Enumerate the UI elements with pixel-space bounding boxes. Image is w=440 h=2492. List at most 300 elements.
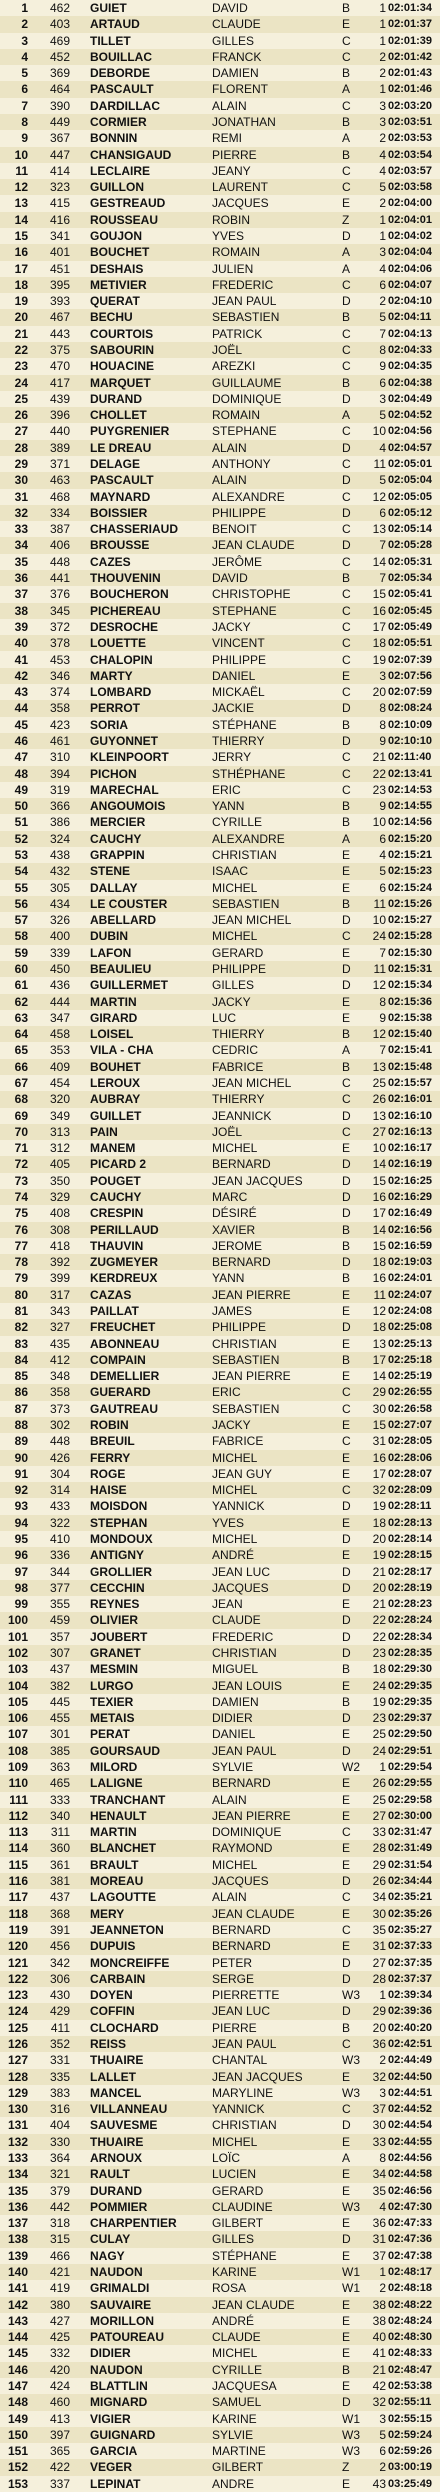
category-cell: E xyxy=(342,196,351,211)
category-rank-cell: 22 xyxy=(372,1629,386,1644)
first-name-cell: GUILLAUME xyxy=(212,375,282,390)
bib-number-cell: 447 xyxy=(49,147,70,162)
category-rank-cell: 24 xyxy=(372,1743,386,1758)
category-cell: E xyxy=(342,2330,351,2345)
table-row xyxy=(0,994,440,1010)
time-cell: 02:35:27 xyxy=(388,1923,433,1936)
category-rank-cell: 2 xyxy=(379,294,386,309)
time-cell: 02:15:36 xyxy=(388,995,433,1008)
last-name-cell: MONDOUX xyxy=(90,1532,153,1547)
category-rank-cell: 10 xyxy=(372,1141,386,1156)
table-row xyxy=(0,1140,440,1156)
table-row xyxy=(0,2199,440,2215)
table-row xyxy=(0,2231,440,2247)
first-name-cell: YVES xyxy=(212,229,245,244)
last-name-cell: DARDILLAC xyxy=(90,98,160,113)
last-name-cell: LALIGNE xyxy=(90,1776,143,1791)
category-cell: D xyxy=(342,1613,351,1628)
first-name-cell: PHILIPPE xyxy=(212,961,267,976)
time-cell: 02:15:41 xyxy=(388,1044,433,1057)
category-cell: D xyxy=(342,1874,351,1889)
category-cell: C xyxy=(342,33,351,48)
time-cell: 02:05:49 xyxy=(388,620,433,633)
category-cell: D xyxy=(342,1564,351,1579)
table-row xyxy=(0,1498,440,1514)
rank-cell: 118 xyxy=(8,1906,28,1921)
bib-number-cell: 353 xyxy=(49,1043,70,1058)
table-row xyxy=(0,114,440,130)
category-rank-cell: 6 xyxy=(379,375,386,390)
category-cell: E xyxy=(342,1727,351,1742)
last-name-cell: HENAULT xyxy=(90,1808,147,1823)
table-row xyxy=(0,1433,440,1449)
table-row xyxy=(0,554,440,570)
time-cell: 02:15:26 xyxy=(388,897,433,910)
first-name-cell: MICHEL xyxy=(212,929,258,944)
rank-cell: 109 xyxy=(7,1760,28,1775)
first-name-cell: SERGE xyxy=(212,1971,255,1986)
time-cell: 02:48:22 xyxy=(388,2298,433,2311)
category-rank-cell: 9 xyxy=(379,1010,386,1025)
first-name-cell: JACQUES xyxy=(212,1580,269,1595)
time-cell: 02:31:49 xyxy=(388,1842,433,1855)
table-row xyxy=(0,1189,440,1205)
table-row xyxy=(0,1792,440,1808)
rank-cell: 2 xyxy=(21,17,28,32)
table-row xyxy=(0,928,440,944)
rank-cell: 74 xyxy=(14,1189,28,1204)
category-rank-cell: 34 xyxy=(372,2167,386,2182)
bib-number-cell: 458 xyxy=(49,1027,70,1042)
first-name-cell: JEAN CLAUDE xyxy=(212,1906,295,1921)
last-name-cell: GOUJON xyxy=(90,229,143,244)
category-cell: C xyxy=(342,782,351,797)
first-name-cell: PIERRE xyxy=(212,2020,257,2035)
category-rank-cell: 18 xyxy=(372,1515,386,1530)
first-name-cell: ALAIN xyxy=(212,98,247,113)
time-cell: 02:05:28 xyxy=(388,539,433,552)
first-name-cell: PIERRETTE xyxy=(212,1988,280,2003)
table-row xyxy=(0,1612,440,1628)
last-name-cell: VIGIER xyxy=(90,2411,131,2426)
time-cell: 02:15:27 xyxy=(388,914,433,927)
table-row xyxy=(0,2476,440,2492)
bib-number-cell: 437 xyxy=(49,1662,70,1677)
time-cell: 02:24:01 xyxy=(388,1272,433,1285)
last-name-cell: THUAIRE xyxy=(90,2134,144,2149)
rank-cell: 77 xyxy=(14,1238,28,1253)
bib-number-cell: 316 xyxy=(49,2102,70,2117)
category-rank-cell: 26 xyxy=(372,1092,386,1107)
last-name-cell: BOUILLAC xyxy=(90,49,152,64)
last-name-cell: ABELLARD xyxy=(90,913,156,928)
bib-number-cell: 369 xyxy=(49,66,70,81)
first-name-cell: KARINE xyxy=(212,2264,257,2279)
category-rank-cell: 32 xyxy=(372,2069,386,2084)
table-row xyxy=(0,261,440,277)
category-cell: E xyxy=(342,668,351,683)
rank-cell: 41 xyxy=(14,652,28,667)
bib-number-cell: 343 xyxy=(49,1304,70,1318)
bib-number-cell: 321 xyxy=(49,2167,70,2182)
category-cell: D xyxy=(342,505,351,520)
last-name-cell: MERY xyxy=(90,1906,125,1921)
last-name-cell: NAUDON xyxy=(90,2264,143,2279)
bib-number-cell: 404 xyxy=(49,2118,70,2133)
last-name-cell: CAUCHY xyxy=(90,1189,142,1204)
category-rank-cell: 35 xyxy=(372,2183,386,2198)
category-rank-cell: 21 xyxy=(372,750,386,765)
time-cell: 02:28:23 xyxy=(388,1598,433,1611)
table-row xyxy=(0,1075,440,1091)
first-name-cell: JAMES xyxy=(212,1304,253,1318)
time-cell: 02:53:38 xyxy=(388,2379,433,2392)
category-cell: D xyxy=(342,1108,351,1123)
first-name-cell: REMI xyxy=(212,131,242,146)
first-name-cell: JERRY xyxy=(212,750,252,765)
time-cell: 02:28:17 xyxy=(388,1565,433,1578)
last-name-cell: METAIS xyxy=(90,1711,135,1726)
first-name-cell: MICHEL xyxy=(212,1532,258,1547)
last-name-cell: POMMIER xyxy=(90,2199,148,2214)
category-rank-cell: 8 xyxy=(379,717,386,732)
category-rank-cell: 38 xyxy=(372,2297,386,2312)
table-row xyxy=(0,98,440,114)
last-name-cell: GIRARD xyxy=(90,1010,138,1025)
category-rank-cell: 34 xyxy=(372,1890,386,1905)
time-cell: 02:01:34 xyxy=(388,2,433,14)
first-name-cell: ALAIN xyxy=(212,1890,247,1905)
last-name-cell: PICHEREAU xyxy=(90,603,161,618)
category-rank-cell: 18 xyxy=(372,1320,386,1335)
bib-number-cell: 437 xyxy=(49,1890,70,1905)
category-cell: C xyxy=(342,1825,351,1840)
time-cell: 02:04:52 xyxy=(388,409,433,422)
bib-number-cell: 459 xyxy=(49,1613,70,1628)
category-cell: E xyxy=(342,2216,351,2231)
bib-number-cell: 400 xyxy=(49,929,70,944)
category-rank-cell: 25 xyxy=(372,1727,386,1742)
table-row xyxy=(0,2036,440,2052)
category-cell: C xyxy=(342,619,351,634)
table-row xyxy=(0,1596,440,1612)
rank-cell: 55 xyxy=(14,880,28,895)
category-cell: C xyxy=(342,522,351,537)
bib-number-cell: 443 xyxy=(49,326,70,341)
time-cell: 02:59:24 xyxy=(388,2428,433,2441)
bib-number-cell: 318 xyxy=(49,2216,70,2231)
time-cell: 02:44:55 xyxy=(388,2135,433,2148)
first-name-cell: JACKY xyxy=(212,1418,251,1433)
category-rank-cell: 3 xyxy=(379,668,386,683)
category-cell: E xyxy=(342,1906,351,1921)
first-name-cell: CLAUDE xyxy=(212,2330,261,2345)
category-rank-cell: 13 xyxy=(372,1059,386,1074)
bib-number-cell: 405 xyxy=(49,1157,70,1172)
time-cell: 02:05:45 xyxy=(388,604,433,617)
last-name-cell: CHALOPIN xyxy=(90,652,153,667)
bib-number-cell: 301 xyxy=(49,1727,70,1742)
rank-cell: 49 xyxy=(14,782,28,797)
last-name-cell: SAUVAIRE xyxy=(90,2297,152,2312)
category-cell: D xyxy=(342,1320,351,1335)
first-name-cell: BERNARD xyxy=(212,1939,271,1954)
rank-cell: 111 xyxy=(9,1792,28,1807)
rank-cell: 116 xyxy=(8,1874,28,1889)
last-name-cell: MILORD xyxy=(90,1760,138,1775)
category-rank-cell: 25 xyxy=(372,1075,386,1090)
category-cell: E xyxy=(342,1287,351,1302)
category-cell: W3 xyxy=(342,2427,360,2442)
bib-number-cell: 315 xyxy=(49,2232,70,2247)
category-rank-cell: 37 xyxy=(372,2248,386,2263)
last-name-cell: QUERAT xyxy=(90,294,140,309)
category-rank-cell: 18 xyxy=(372,636,386,651)
rank-cell: 132 xyxy=(7,2134,28,2149)
rank-cell: 43 xyxy=(14,685,28,700)
rank-cell: 148 xyxy=(7,2395,28,2410)
table-row xyxy=(0,961,440,977)
last-name-cell: BROUSSE xyxy=(90,538,150,553)
category-cell: D xyxy=(342,1532,351,1547)
first-name-cell: FREDERIC xyxy=(212,277,274,292)
bib-number-cell: 385 xyxy=(49,1743,70,1758)
table-row xyxy=(0,505,440,521)
last-name-cell: ROBIN xyxy=(90,1418,129,1433)
time-cell: 02:05:41 xyxy=(388,588,433,601)
category-cell: D xyxy=(342,1955,351,1970)
category-cell: E xyxy=(342,2248,351,2263)
first-name-cell: JERÔME xyxy=(212,554,263,569)
category-cell: C xyxy=(342,457,351,472)
table-row xyxy=(0,326,440,342)
first-name-cell: PHILIPPE xyxy=(212,505,267,520)
rank-cell: 29 xyxy=(14,457,28,472)
bib-number-cell: 454 xyxy=(49,1075,70,1090)
last-name-cell: DEMELLIER xyxy=(90,1369,160,1384)
category-rank-cell: 21 xyxy=(372,1597,386,1612)
first-name-cell: ROMAIN xyxy=(212,245,260,260)
bib-number-cell: 371 xyxy=(49,457,70,472)
bib-number-cell: 417 xyxy=(49,375,70,390)
rank-cell: 102 xyxy=(7,1646,28,1661)
category-rank-cell: 2 xyxy=(379,196,386,211)
category-cell: C xyxy=(342,1385,351,1400)
bib-number-cell: 438 xyxy=(49,847,70,862)
category-rank-cell: 20 xyxy=(372,1580,386,1595)
table-row xyxy=(0,391,440,407)
table-row xyxy=(0,798,440,814)
last-name-cell: PUYGRENIER xyxy=(90,424,170,439)
time-cell: 02:48:47 xyxy=(388,2363,433,2376)
category-rank-cell: 27 xyxy=(372,1124,386,1139)
time-cell: 02:55:15 xyxy=(388,2412,433,2425)
rank-cell: 51 xyxy=(14,815,28,830)
first-name-cell: SYLVIE xyxy=(212,2427,254,2442)
last-name-cell: COFFIN xyxy=(90,2004,135,2019)
time-cell: 02:15:31 xyxy=(388,962,433,975)
last-name-cell: DURAND xyxy=(90,391,142,406)
last-name-cell: SAUVESME xyxy=(90,2118,158,2133)
time-cell: 02:28:06 xyxy=(388,1451,433,1464)
category-cell: B xyxy=(342,1059,351,1074)
time-cell: 02:44:58 xyxy=(388,2168,433,2181)
time-cell: 02:16:19 xyxy=(388,1158,433,1171)
bib-number-cell: 409 xyxy=(49,1059,70,1074)
rank-cell: 85 xyxy=(14,1369,28,1384)
rank-cell: 103 xyxy=(7,1662,28,1677)
table-row xyxy=(0,700,440,716)
time-cell: 02:26:55 xyxy=(388,1386,433,1399)
category-rank-cell: 20 xyxy=(372,1532,386,1547)
category-cell: C xyxy=(342,277,351,292)
last-name-cell: GUILLERMET xyxy=(90,978,168,993)
table-row xyxy=(0,1857,440,1873)
first-name-cell: JEAN GUY xyxy=(212,1466,273,1481)
table-row xyxy=(0,81,440,97)
first-name-cell: YANN xyxy=(212,799,245,814)
last-name-cell: BLANCHET xyxy=(90,1841,156,1856)
first-name-cell: YVES xyxy=(212,1515,245,1530)
bib-number-cell: 340 xyxy=(49,1808,70,1823)
last-name-cell: CHARPENTIER xyxy=(90,2216,177,2231)
bib-number-cell: 445 xyxy=(49,1694,70,1709)
category-rank-cell: 15 xyxy=(372,1418,386,1433)
last-name-cell: MANEM xyxy=(90,1141,136,1156)
category-rank-cell: 26 xyxy=(372,1874,386,1889)
rank-cell: 54 xyxy=(14,864,28,879)
bib-number-cell: 425 xyxy=(49,2330,70,2345)
bib-number-cell: 377 xyxy=(49,1580,70,1595)
category-cell: E xyxy=(342,1548,351,1563)
last-name-cell: MARTIN xyxy=(90,994,137,1009)
bib-number-cell: 380 xyxy=(49,2297,70,2312)
rank-cell: 1 xyxy=(21,1,28,15)
rank-cell: 47 xyxy=(14,750,28,765)
category-cell: A xyxy=(342,245,351,260)
table-row xyxy=(0,586,440,602)
last-name-cell: FREUCHET xyxy=(90,1320,156,1335)
category-cell: W1 xyxy=(342,2281,360,2296)
first-name-cell: MICHEL xyxy=(212,2134,258,2149)
last-name-cell: LEROUX xyxy=(90,1075,141,1090)
category-rank-cell: 5 xyxy=(379,408,386,423)
category-rank-cell: 10 xyxy=(372,424,386,439)
category-rank-cell: 1 xyxy=(379,17,386,32)
bib-number-cell: 320 xyxy=(49,1092,70,1107)
first-name-cell: JACKY xyxy=(212,619,251,634)
bib-number-cell: 440 xyxy=(49,424,70,439)
time-cell: 02:31:54 xyxy=(388,1858,433,1871)
time-cell: 02:04:13 xyxy=(388,327,433,340)
table-row xyxy=(0,1645,440,1661)
table-row xyxy=(0,2443,440,2459)
bib-number-cell: 319 xyxy=(49,782,70,797)
category-cell: D xyxy=(342,913,351,928)
category-cell: C xyxy=(342,1434,351,1449)
rank-cell: 90 xyxy=(14,1450,28,1465)
rank-cell: 30 xyxy=(14,473,28,488)
bib-number-cell: 378 xyxy=(49,636,70,651)
last-name-cell: THAUVIN xyxy=(90,1238,144,1253)
first-name-cell: ROMAIN xyxy=(212,408,260,423)
time-cell: 02:05:04 xyxy=(388,474,433,487)
table-row xyxy=(0,945,440,961)
table-row xyxy=(0,1922,440,1938)
first-name-cell: ALEXANDRE xyxy=(212,489,285,504)
category-cell: C xyxy=(342,424,351,439)
table-row xyxy=(0,423,440,439)
category-cell: E xyxy=(342,1369,351,1384)
category-cell: D xyxy=(342,1971,351,1986)
bib-number-cell: 322 xyxy=(49,1515,70,1530)
last-name-cell: REISS xyxy=(90,2036,127,2051)
time-cell: 02:47:30 xyxy=(388,2200,433,2213)
table-row xyxy=(0,1042,440,1058)
table-row xyxy=(0,309,440,325)
category-rank-cell: 15 xyxy=(372,1238,386,1253)
rank-cell: 137 xyxy=(7,2216,28,2231)
category-rank-cell: 5 xyxy=(379,473,386,488)
rank-cell: 113 xyxy=(8,1825,28,1840)
table-row xyxy=(0,1010,440,1026)
time-cell: 02:01:43 xyxy=(388,67,433,80)
bib-number-cell: 373 xyxy=(49,1401,70,1416)
category-cell: B xyxy=(342,1271,351,1286)
rank-cell: 20 xyxy=(14,310,28,325)
category-rank-cell: 23 xyxy=(372,1646,386,1661)
category-rank-cell: 19 xyxy=(372,652,386,667)
time-cell: 02:16:17 xyxy=(388,1142,433,1155)
table-row xyxy=(0,1955,440,1971)
table-row xyxy=(0,2313,440,2329)
category-rank-cell: 8 xyxy=(379,2150,386,2165)
first-name-cell: MICHEL xyxy=(212,880,258,895)
first-name-cell: JEAN MICHEL xyxy=(212,1075,292,1090)
time-cell: 02:28:07 xyxy=(388,1467,433,1480)
category-rank-cell: 23 xyxy=(372,782,386,797)
time-cell: 02:07:56 xyxy=(388,669,433,682)
rank-cell: 24 xyxy=(14,375,28,390)
table-row xyxy=(0,1531,440,1547)
time-cell: 02:03:57 xyxy=(388,164,433,177)
last-name-cell: ARTAUD xyxy=(90,17,140,32)
rank-cell: 101 xyxy=(7,1629,28,1644)
last-name-cell: MANCEL xyxy=(90,2085,142,2100)
rank-cell: 39 xyxy=(14,619,28,634)
first-name-cell: CEDRIC xyxy=(212,1043,259,1058)
last-name-cell: ROGE xyxy=(90,1466,126,1481)
table-row xyxy=(0,2280,440,2296)
category-rank-cell: 21 xyxy=(372,1564,386,1579)
first-name-cell: KARINE xyxy=(212,2411,257,2426)
category-rank-cell: 3 xyxy=(379,2411,386,2426)
last-name-cell: GAUTREAU xyxy=(90,1401,158,1416)
category-rank-cell: 6 xyxy=(379,2444,386,2459)
category-rank-cell: 38 xyxy=(372,2313,386,2328)
bib-number-cell: 327 xyxy=(49,1320,70,1335)
rank-cell: 83 xyxy=(14,1336,28,1351)
rank-cell: 97 xyxy=(14,1564,28,1579)
bib-number-cell: 344 xyxy=(49,1564,70,1579)
category-rank-cell: 24 xyxy=(372,1678,386,1693)
category-rank-cell: 7 xyxy=(379,326,386,341)
category-rank-cell: 31 xyxy=(372,1434,386,1449)
first-name-cell: STEPHANE xyxy=(212,424,277,439)
time-cell: 02:25:18 xyxy=(388,1353,433,1366)
bib-number-cell: 336 xyxy=(49,1548,70,1563)
table-row xyxy=(0,635,440,651)
